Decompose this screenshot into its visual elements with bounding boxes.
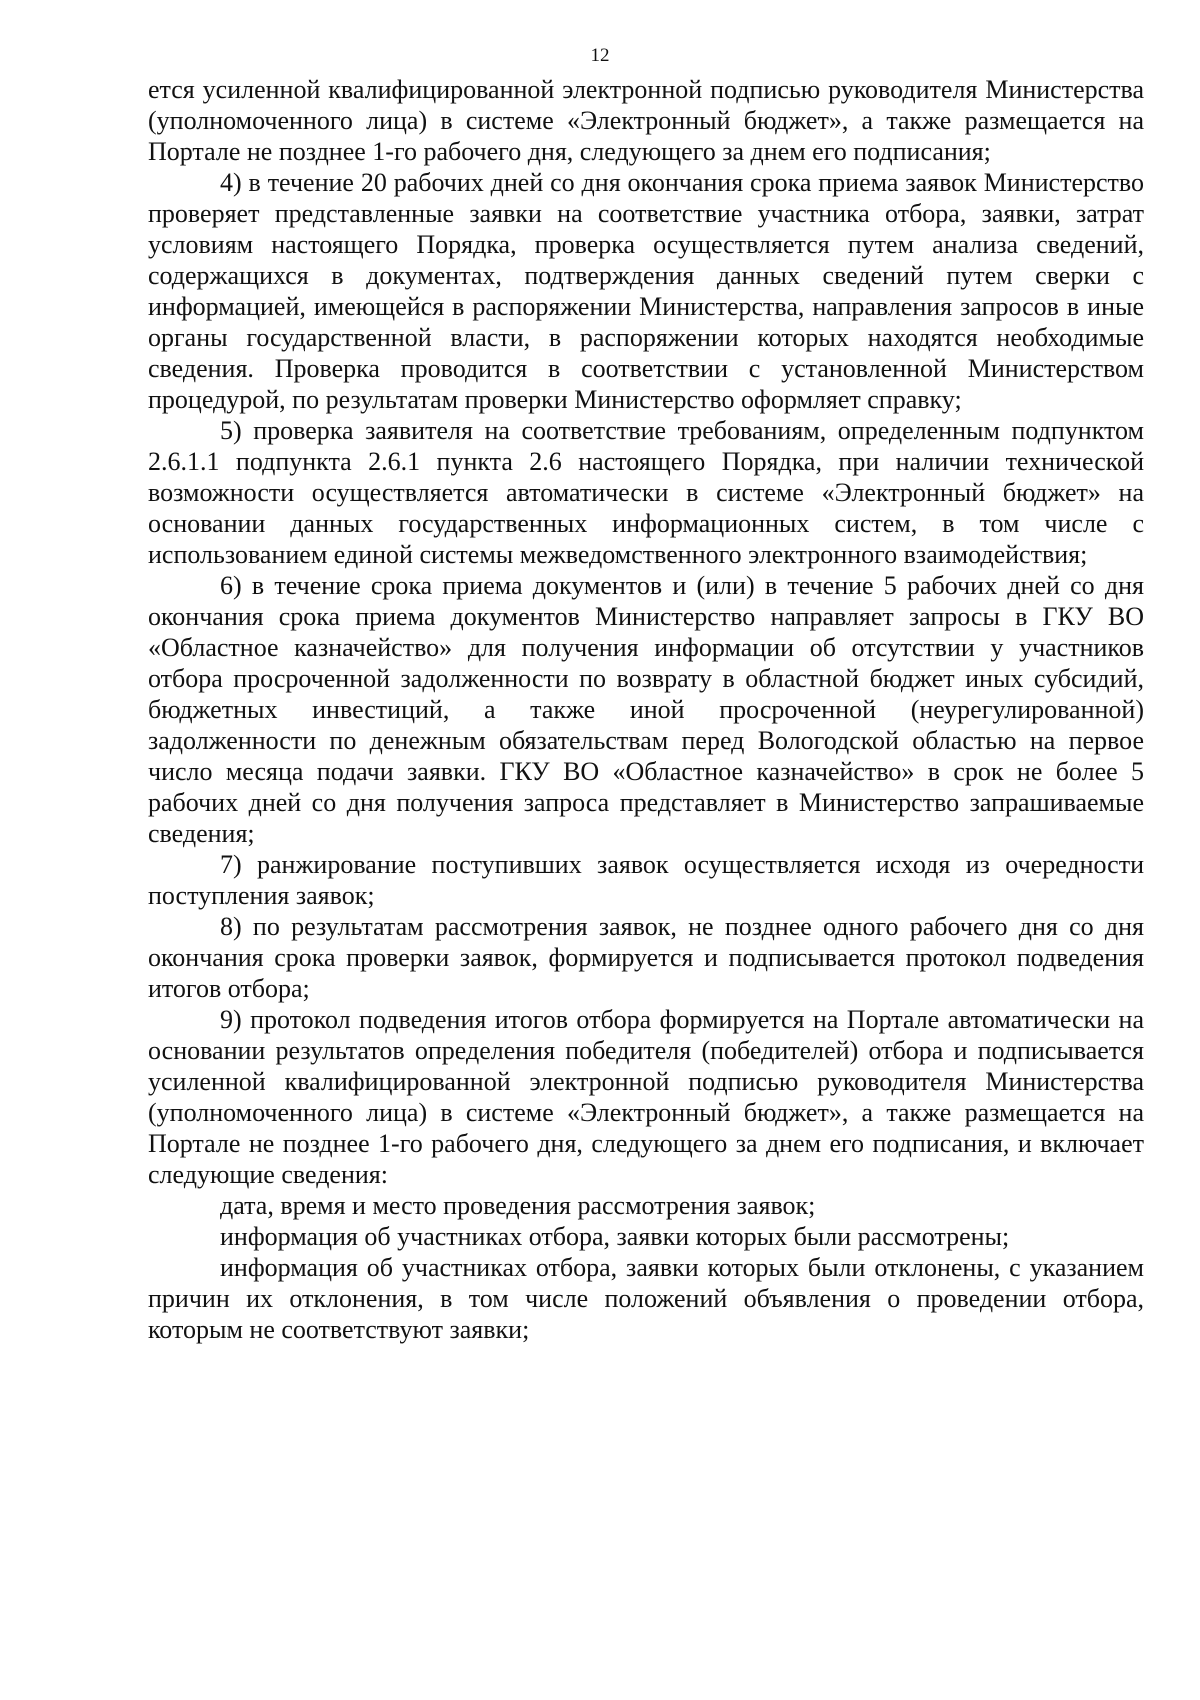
paragraph-item-9-date: дата, время и место проведения рассмотрения заявок; bbox=[220, 1191, 816, 1220]
document-body bbox=[148, 74, 1144, 1345]
paragraph-continuation: ется усиленной квалифицированной электронной подписью руководителя Министерства (уполномоченного лица) в системе «Электронный бюджет», а также размещается на Портале не позднее 1-го рабочего дня, следующего за днем его подписания; bbox=[148, 75, 1144, 166]
paragraph-item-4: 4) в течение 20 рабочих дней со дня окончания срока приема заявок Министерство проверяет представленные заявки на соответствие участника отбора, заявки, затрат условиям настоящего Порядка, проверка осуществляется путем анализа сведений, содержащихся в документах, подтверждения данных сведений путем сверки с информацией, имеющейся в распоряжении Министерства, направления запросов в иные органы государственной власти, в распоряжении которых находятся необходимые сведения. Проверка проводится в соответствии с установленной Министерством процедурой, по результатам проверки Министерство оформляет справку; bbox=[148, 168, 1144, 414]
paragraph-item-9-reviewed: информация об участниках отбора, заявки которых были рассмотрены; bbox=[220, 1222, 1010, 1251]
paragraph-item-6: 6) в течение срока приема документов и (или) в течение 5 рабочих дней со дня окончания срока приема документов Министерство направляет запросы в ГКУ ВО «Областное казначейство» для получения информации об отсутствии у участников отбора просроченной задолженности по возврату в областной бюджет иных субсидий, бюджетных инвестиций, а также иной просроченной (неурегулированной) задолженности по денежным обязательствам перед Вологодской областью на первое число месяца подачи заявки. ГКУ ВО «Областное казначейство» в срок не более 5 рабочих дней со дня получения запроса представляет в Министерство запрашиваемые сведения; bbox=[148, 571, 1144, 848]
paragraph-item-8: 8) по результатам рассмотрения заявок, не позднее одного рабочего дня со дня окончания срока проверки заявок, формируется и подписывается протокол подведения итогов отбора; bbox=[148, 912, 1144, 1003]
page-number: 12 bbox=[590, 45, 610, 66]
paragraph-item-9: 9) протокол подведения итогов отбора формируется на Портале автоматически на основании результатов определения победителя (победителей) отбора и подписывается усиленной квалифицированной электронной подписью руководителя Министерства (уполномоченного лица) в системе «Электронный бюджет», а также размещается на Портале не позднее 1-го рабочего дня, следующего за днем его подписания, и включает следующие сведения: bbox=[148, 1005, 1144, 1189]
paragraph-item-9-rejected: информация об участниках отбора, заявки которых были отклонены, с указанием причин их отклонения, в том числе положений объявления о проведении отбора, которым не соответствуют заявки; bbox=[148, 1253, 1144, 1344]
paragraph-item-5: 5) проверка заявителя на соответствие требованиям, определенным подпунктом 2.6.1.1 подпункта 2.6.1 пункта 2.6 настоящего Порядка, при наличии технической возможности осуществляется автоматически в системе «Электронный бюджет» на основании данных государственных информационных систем, в том числе с использованием единой системы межведомственного электронного взаимодействия; bbox=[148, 416, 1144, 569]
paragraph-item-7: 7) ранжирование поступивших заявок осуществляется исходя из очередности поступления заявок; bbox=[148, 850, 1144, 910]
